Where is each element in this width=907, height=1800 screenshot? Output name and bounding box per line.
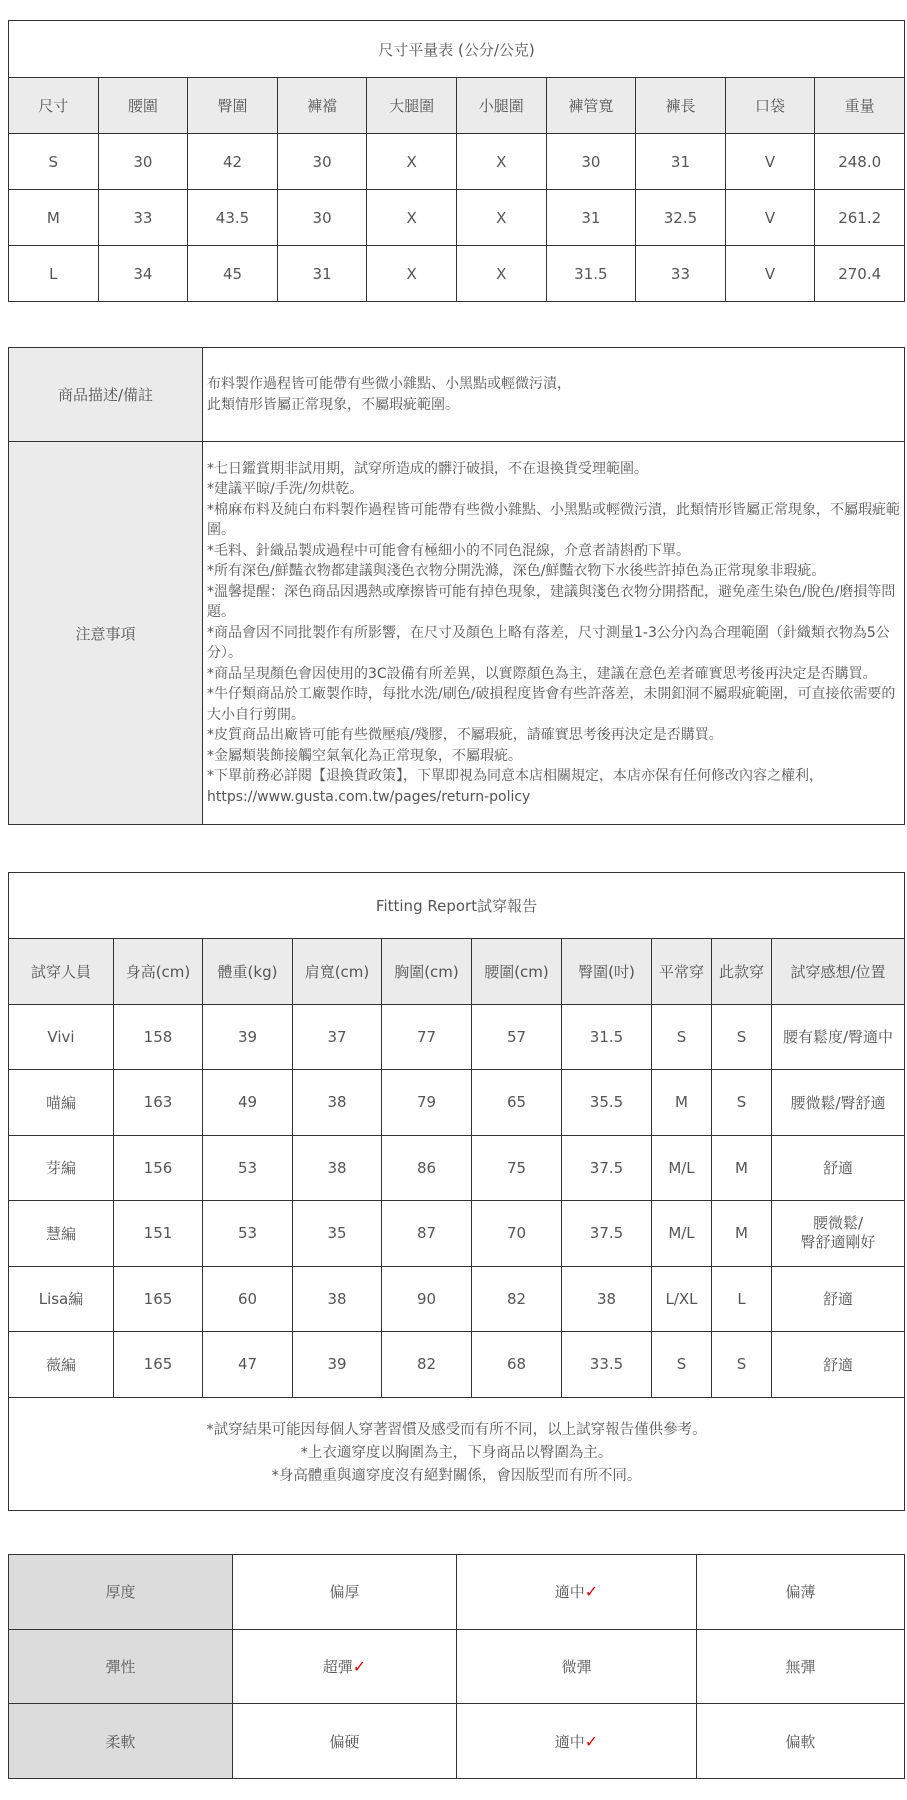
attribute-option — [697, 1555, 905, 1630]
attribute-option — [457, 1555, 697, 1630]
table-cell: 33 — [636, 246, 726, 302]
table-cell: X — [367, 246, 457, 302]
table-cell: 270.4 — [815, 246, 905, 302]
option-label: 偏軟 — [785, 1732, 816, 1751]
attribute-label: 彈性 — [9, 1629, 233, 1704]
table-cell: 77 — [382, 1004, 472, 1070]
table-cell: 165 — [114, 1332, 203, 1398]
fitting-note: *身高體重與適穿度沒有絕對關係，會因版型而有所不同。 — [271, 1468, 642, 1484]
table-cell: 37 — [293, 1004, 382, 1070]
table-cell: 65 — [472, 1070, 562, 1136]
attribute-option — [233, 1555, 457, 1630]
table-cell: X — [367, 134, 457, 190]
table-cell: Lisa編 — [9, 1266, 114, 1332]
table-cell: 腰微鬆/ 臀舒適剛好 — [772, 1201, 905, 1267]
column-header: 重量 — [815, 78, 905, 134]
table-cell: 38 — [562, 1266, 652, 1332]
table-cell: X — [456, 190, 546, 246]
attribute-label: 厚度 — [9, 1555, 233, 1630]
column-header: 褲長 — [636, 78, 726, 134]
notice-label: 注意事項 — [9, 442, 203, 825]
description-label: 商品描述/備註 — [9, 348, 203, 442]
table-cell: 53 — [203, 1201, 293, 1267]
option-label: 適中 — [554, 1583, 585, 1602]
option-label: 偏厚 — [329, 1583, 360, 1602]
notice-line: *商品呈現顏色會因使用的3C設備有所差異，以實際顏色為主，建議在意色差者確實思考後再決定是否購買。 — [207, 665, 877, 682]
table-cell: 45 — [188, 246, 278, 302]
attribute-option — [233, 1629, 457, 1704]
fitting-title-row — [9, 873, 905, 939]
option-label: 超彈 — [322, 1658, 353, 1677]
notice-line: *棉麻布料及純白布料製作過程皆可能帶有些微小雜點、小黑點或輕微污漬，此類情形皆屬正常現象，不屬瑕疵範圍。 — [207, 501, 900, 539]
table-cell: S — [712, 1004, 772, 1070]
table-cell: X — [456, 134, 546, 190]
fitting-notes — [9, 1397, 905, 1510]
fitting-row — [9, 1004, 905, 1070]
table-cell: 32.5 — [636, 190, 726, 246]
option-label: 微彈 — [561, 1658, 592, 1677]
table-cell: 86 — [382, 1135, 472, 1201]
column-header: 口袋 — [725, 78, 815, 134]
table-cell: 腰微鬆/臀舒適 — [772, 1070, 905, 1136]
attribute-label: 柔軟 — [9, 1704, 233, 1779]
table-cell: 39 — [203, 1004, 293, 1070]
column-header: 大腿圍 — [367, 78, 457, 134]
table-cell: 舒適 — [772, 1266, 905, 1332]
table-cell: X — [367, 190, 457, 246]
fitting-report-table — [8, 872, 905, 1511]
size-table-title-row — [9, 21, 905, 78]
table-cell: L — [9, 246, 99, 302]
fitting-row — [9, 1135, 905, 1201]
table-cell: L — [712, 1266, 772, 1332]
column-header: 褲管寬 — [546, 78, 636, 134]
table-cell: 慧編 — [9, 1201, 114, 1267]
table-cell: 151 — [114, 1201, 203, 1267]
table-cell: M — [712, 1135, 772, 1201]
column-header: 腰圍(cm) — [472, 939, 562, 1005]
notice-line: *金屬類裝飾接觸空氣氧化為正常現象，不屬瑕疵。 — [207, 747, 522, 764]
table-cell: 38 — [293, 1070, 382, 1136]
table-cell: 30 — [98, 134, 188, 190]
table-cell: 57 — [472, 1004, 562, 1070]
column-header: 肩寬(cm) — [293, 939, 382, 1005]
table-cell: 薇編 — [9, 1332, 114, 1398]
fitting-row — [9, 1266, 905, 1332]
table-cell: 33.5 — [562, 1332, 652, 1398]
table-cell: S — [9, 134, 99, 190]
option-label: 偏硬 — [329, 1732, 360, 1751]
table-cell: 47 — [203, 1332, 293, 1398]
attribute-row — [9, 1704, 905, 1779]
column-header: 臀圍 — [188, 78, 278, 134]
table-cell: S — [652, 1004, 712, 1070]
notice-text — [203, 442, 905, 825]
table-cell: 35.5 — [562, 1070, 652, 1136]
notice-line: *建議平晾/手洗/勿烘乾。 — [207, 481, 364, 498]
option-label: 偏薄 — [785, 1583, 816, 1602]
column-header: 試穿感想/位置 — [772, 939, 905, 1005]
table-cell: 腰有鬆度/臀適中 — [772, 1004, 905, 1070]
table-cell: 82 — [472, 1266, 562, 1332]
table-cell: 163 — [114, 1070, 203, 1136]
column-header: 褲襠 — [277, 78, 367, 134]
notice-line: *下單前務必詳閱【退換貨政策】，下單即視為同意本店相關規定，本店亦保有任何修改內容之權利， — [207, 768, 823, 785]
description-text — [203, 348, 905, 442]
fitting-notes-row — [9, 1397, 905, 1510]
attribute-option — [697, 1704, 905, 1779]
table-cell: 53 — [203, 1135, 293, 1201]
table-row — [9, 134, 905, 190]
attribute-row — [9, 1629, 905, 1704]
size-table — [8, 20, 905, 302]
column-header: 體重(kg) — [203, 939, 293, 1005]
table-cell: 35 — [293, 1201, 382, 1267]
table-cell: 49 — [203, 1070, 293, 1136]
check-mark-icon: ✓ — [584, 1582, 599, 1602]
fitting-row — [9, 1201, 905, 1267]
column-header: 胸圍(cm) — [382, 939, 472, 1005]
description-line: 布料製作過程皆可能帶有些微小雜點、小黑點或輕微污漬， — [207, 376, 571, 392]
table-cell: 31 — [636, 134, 726, 190]
option-label: 適中 — [554, 1732, 585, 1751]
table-cell: M/L — [652, 1135, 712, 1201]
table-cell: 38 — [293, 1135, 382, 1201]
notice-line: *七日鑑賞期非試用期，試穿所造成的髒汙破損，不在退換貨受理範圍。 — [207, 460, 648, 477]
table-cell: L/XL — [652, 1266, 712, 1332]
table-cell: 38 — [293, 1266, 382, 1332]
table-cell: 165 — [114, 1266, 203, 1332]
table-cell: 68 — [472, 1332, 562, 1398]
notice-line: *溫馨提醒：深色商品因遇熱或摩擦皆可能有掉色現象，建議與淺色衣物分開搭配，避免產生染色/脫色/磨損等問題。 — [207, 583, 896, 621]
table-cell: V — [725, 190, 815, 246]
table-cell: 79 — [382, 1070, 472, 1136]
table-cell: 31.5 — [546, 246, 636, 302]
column-header: 此款穿 — [712, 939, 772, 1005]
table-cell: 37.5 — [562, 1135, 652, 1201]
fabric-attributes-table — [8, 1554, 905, 1779]
table-cell: V — [725, 134, 815, 190]
attribute-option — [233, 1704, 457, 1779]
table-cell: 42 — [188, 134, 278, 190]
table-cell: M — [712, 1201, 772, 1267]
fitting-title: Fitting Report試穿報告 — [9, 873, 905, 939]
table-cell: 舒適 — [772, 1332, 905, 1398]
column-header: 身高(cm) — [114, 939, 203, 1005]
notice-line: *所有深色/鮮豔衣物都建議與淺色衣物分開洗滌，深色/鮮豔衣物下水後些許掉色為正常現象非瑕疵。 — [207, 563, 826, 580]
column-header: 小腿圍 — [456, 78, 546, 134]
table-cell: S — [712, 1332, 772, 1398]
table-cell: 158 — [114, 1004, 203, 1070]
table-cell: 156 — [114, 1135, 203, 1201]
description-table — [8, 347, 905, 825]
fitting-row — [9, 1070, 905, 1136]
column-header: 平常穿 — [652, 939, 712, 1005]
size-table-header — [9, 78, 905, 134]
notice-line: *牛仔類商品於工廠製作時，每批水洗/刷色/破損程度皆會有些許落差，未開釦洞不屬瑕疵範圍，可直接依需要的大小自行剪開。 — [207, 686, 896, 723]
attribute-option — [697, 1629, 905, 1704]
description-line: 此類情形皆屬正常現象，不屬瑕疵範圍。 — [207, 396, 459, 413]
table-cell: S — [652, 1332, 712, 1398]
attribute-option — [457, 1629, 697, 1704]
table-cell: 60 — [203, 1266, 293, 1332]
notice-line: *皮質商品出廠皆可能有些微壓痕/殘膠，不屬瑕疵，請確實思考後再決定是否購買。 — [207, 727, 723, 744]
table-cell: 261.2 — [815, 190, 905, 246]
table-cell: Vivi — [9, 1004, 114, 1070]
table-cell: 82 — [382, 1332, 472, 1398]
column-header: 試穿人員 — [9, 939, 114, 1005]
table-cell: M/L — [652, 1201, 712, 1267]
table-cell: 75 — [472, 1135, 562, 1201]
table-cell: 34 — [98, 246, 188, 302]
table-cell: 33 — [98, 190, 188, 246]
notice-line: *商品會因不同批製作有所影響，在尺寸及顏色上略有落差，尺寸測量1-3公分內為合理範圍（針織類衣物為5公分）。 — [207, 624, 890, 662]
table-cell: X — [456, 246, 546, 302]
table-cell: 43.5 — [188, 190, 278, 246]
table-cell: M — [652, 1070, 712, 1136]
table-cell: M — [9, 190, 99, 246]
table-row — [9, 246, 905, 302]
attribute-row — [9, 1555, 905, 1630]
fitting-note: *試穿結果可能因每個人穿著習慣及感受而有所不同，以上試穿報告僅供參考。 — [206, 1422, 707, 1438]
table-cell: 31.5 — [562, 1004, 652, 1070]
fitting-row — [9, 1332, 905, 1398]
table-row — [9, 190, 905, 246]
table-cell: 90 — [382, 1266, 472, 1332]
table-cell: 芽編 — [9, 1135, 114, 1201]
table-cell: 31 — [277, 246, 367, 302]
table-cell: 248.0 — [815, 134, 905, 190]
table-cell: S — [712, 1070, 772, 1136]
fitting-header — [9, 939, 905, 1005]
table-cell: 30 — [546, 134, 636, 190]
table-cell: 70 — [472, 1201, 562, 1267]
notice-line: *毛料、針織品製成過程中可能會有極細小的不同色混線，介意者請斟酌下單。 — [207, 542, 690, 559]
table-cell: V — [725, 246, 815, 302]
table-cell: 31 — [546, 190, 636, 246]
column-header: 尺寸 — [9, 78, 99, 134]
column-header: 腰圍 — [98, 78, 188, 134]
table-cell: 87 — [382, 1201, 472, 1267]
attribute-option — [457, 1704, 697, 1779]
check-mark-icon: ✓ — [584, 1731, 599, 1751]
fitting-note: *上衣適穿度以胸圍為主，下身商品以臀圍為主。 — [300, 1445, 613, 1461]
table-cell: 舒適 — [772, 1135, 905, 1201]
table-cell: 37.5 — [562, 1201, 652, 1267]
table-cell: 39 — [293, 1332, 382, 1398]
check-mark-icon: ✓ — [352, 1657, 367, 1677]
table-cell: 30 — [277, 134, 367, 190]
table-cell: 喵編 — [9, 1070, 114, 1136]
table-cell: 30 — [277, 190, 367, 246]
size-table-title: 尺寸平量表 (公分/公克) — [9, 21, 905, 78]
option-label: 無彈 — [785, 1658, 816, 1677]
notice-line: https://www.gusta.com.tw/pages/return-policy — [207, 788, 531, 805]
column-header: 臀圍(吋) — [562, 939, 652, 1005]
